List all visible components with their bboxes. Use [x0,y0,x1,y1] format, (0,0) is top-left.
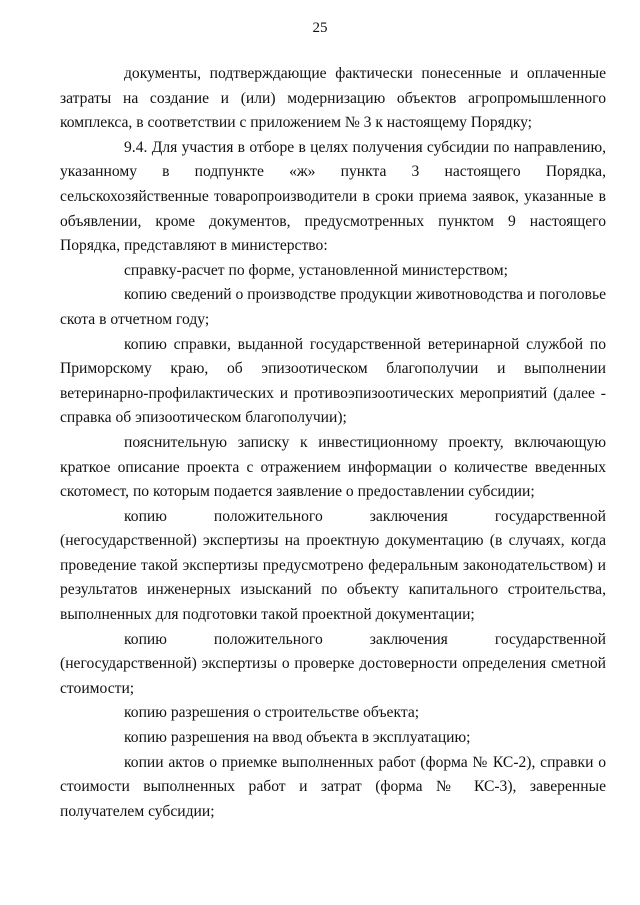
list-item-design-expertise: копию положительного заключения государственной (негосударственной) экспертизы на проектную документацию (в случаях, когда проведение такой экспертизы предусмотрено федеральным законодательством) и результатов инженерных изысканий по объекту капитального строительства, выполненных для подготовки такой проектной документации; [60,507,606,624]
list-item-calculation-certificate: справку-расчет по форме, установленной министерством; [124,261,509,279]
page-number: 25 [312,20,328,36]
document-body [60,62,606,824]
list-item-veterinary-certificate: копию справки, выданной государственной ветеринарной службой по Приморскому краю, об эпизоотическом благополучии и выполнении ветеринарно-профилактических и противоэпизоотических мероприятий (далее - справка об эпизоотическом благополучии); [60,335,606,427]
paragraph-documents-confirming: документы, подтверждающие фактически понесенные и оплаченные затраты на создание и (или) модернизацию объектов агропромышленного комплекса, в соответствии с приложением № 3 к настоящему Порядку; [60,65,606,132]
list-item-acceptance-acts: копии актов о приемке выполненных работ (форма № КС-2), справки о стоимости выполненных работ и затрат (форма № КС-3), заверенные получателем субсидии; [60,753,606,820]
list-item-livestock-production-info: копию сведений о производстве продукции животноводства и поголовье скота в отчетном году; [60,286,606,328]
list-item-explanatory-note: пояснительную записку к инвестиционному проекту, включающую краткое описание проекта с отражением информации о количестве введенных скотомест, по которым подается заявление о предоставлении субсидии; [60,433,606,501]
paragraph-9-4: 9.4. Для участия в отборе в целях получения субсидии по направлению, указанному в подпункте «ж» пункта 3 настоящего Порядка, сельскохозяйственные товаропроизводители в сроки приема заявок, указанные в объявлении, кроме документов, предусмотренных пунктом 9 настоящего Порядка, представляют в министерство: [60,138,606,255]
list-item-commissioning-permit: копию разрешения на ввод объекта в эксплуатацию; [124,729,471,747]
list-item-construction-permit: копию разрешения о строительстве объекта; [124,704,420,722]
list-item-cost-expertise: копию положительного заключения государственной (негосударственной) экспертизы о проверке достоверности определения сметной стоимости; [60,630,606,697]
